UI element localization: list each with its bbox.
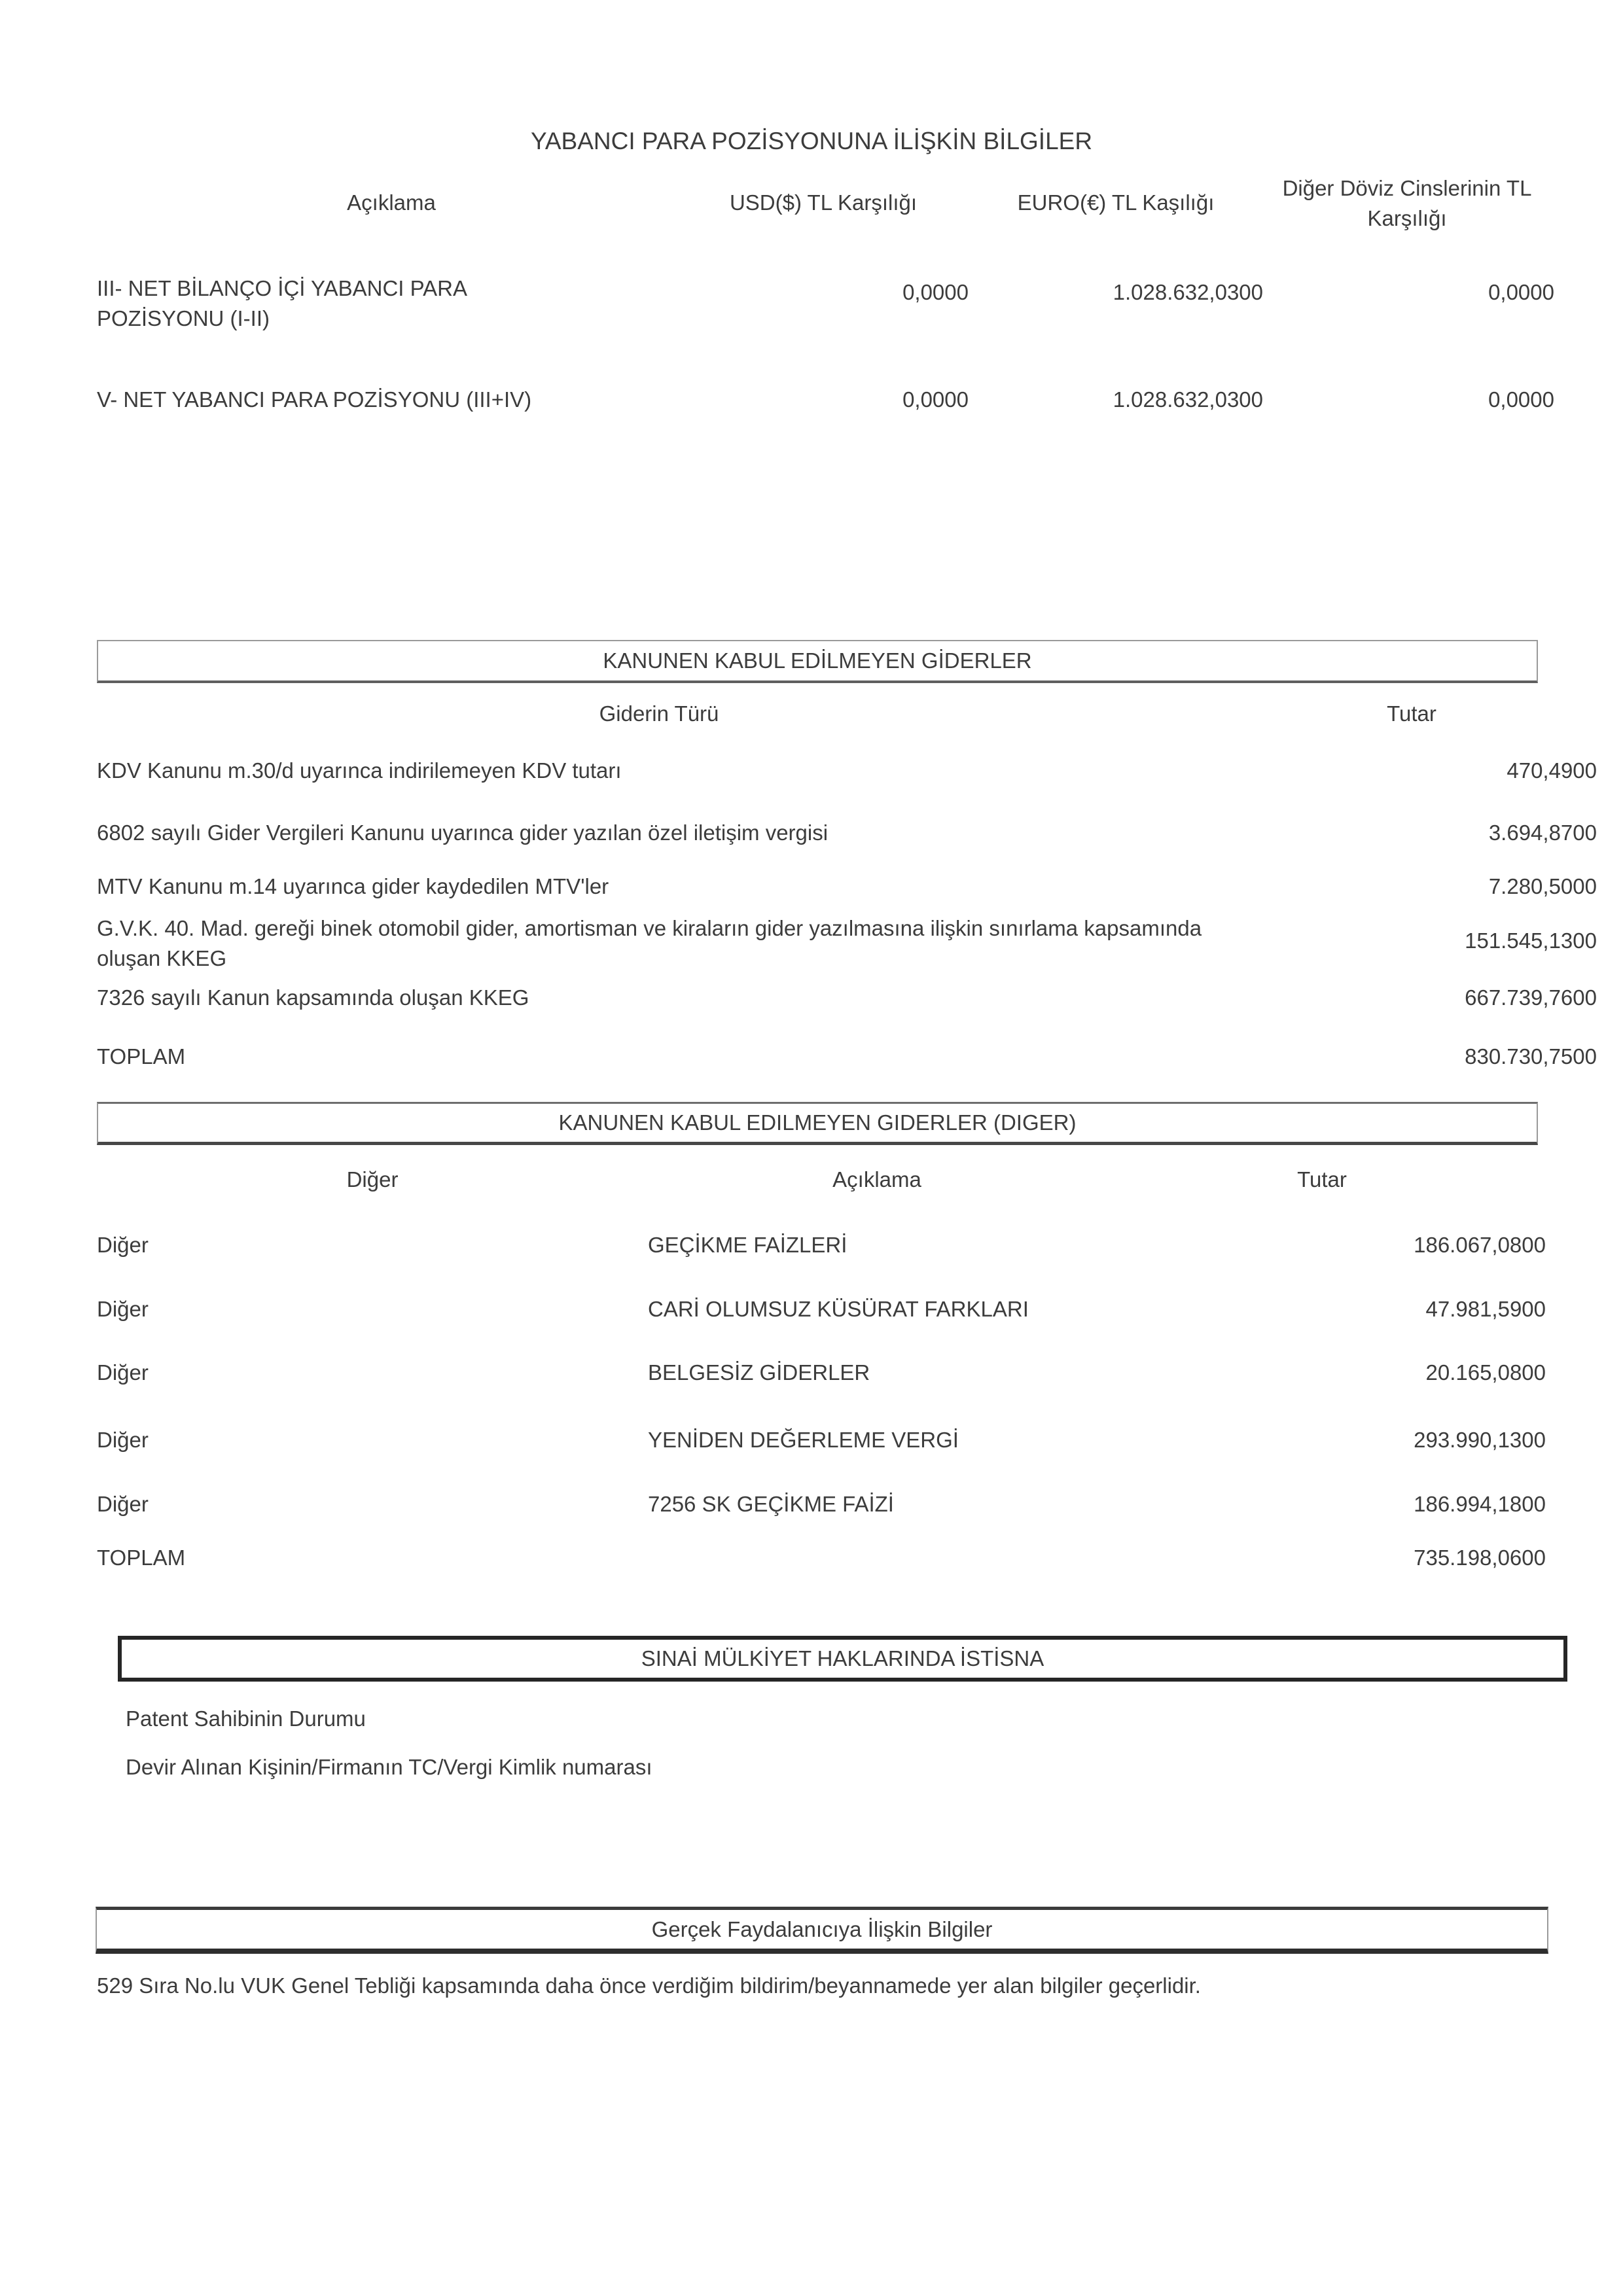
kkeg-diger-category: Diğer xyxy=(97,1297,149,1321)
kkeg-amount: 667.739,7600 xyxy=(1465,985,1597,1010)
kkeg-diger-section-title: KANUNEN KABUL EDILMEYEN GIDERLER (DIGER) xyxy=(558,1110,1077,1135)
kkeg-diger-amount: 293.990,1300 xyxy=(1414,1428,1546,1452)
fc-euro-value: 1.028.632,0300 xyxy=(1113,280,1263,304)
fc-other-value: 0,0000 xyxy=(1488,387,1554,412)
fc-column-header-euro: EURO(€) TL Kaşılığı xyxy=(1017,190,1215,215)
fc-euro-value: 1.028.632,0300 xyxy=(1113,387,1263,412)
kkeg-diger-category: Diğer xyxy=(97,1492,149,1516)
kkeg-amount: 151.545,1300 xyxy=(1465,928,1597,953)
sinai-mulkiyet-section-header-box xyxy=(118,1636,1567,1682)
fc-row-label: V- NET YABANCI PARA POZİSYONU (III+IV) xyxy=(97,387,532,412)
transferee-tax-id-label: Devir Alınan Kişinin/Firmanın TC/Vergi Kimlik numarası xyxy=(126,1755,652,1779)
kkeg-diger-column-header-amount: Tutar xyxy=(1297,1167,1347,1192)
kkeg-diger-category: Diğer xyxy=(97,1360,149,1385)
fc-usd-value: 0,0000 xyxy=(902,387,969,412)
kkeg-diger-section-header-box xyxy=(97,1102,1538,1145)
kkeg-diger-column-header-category: Diğer xyxy=(346,1167,399,1192)
fc-row-label: III- NET BİLANÇO İÇİ YABANCI PARA POZİSYONU (I-II) xyxy=(97,276,467,330)
kkeg-column-header-amount: Tutar xyxy=(1387,701,1436,726)
kkeg-amount: 7.280,5000 xyxy=(1488,874,1597,898)
kkeg-expense-type: 6802 sayılı Gider Vergileri Kanunu uyarınca gider yazılan özel iletişim vergisi xyxy=(97,821,829,845)
kkeg-diger-description: 7256 SK GEÇİKME FAİZİ xyxy=(648,1492,894,1516)
kkeg-expense-type: 7326 sayılı Kanun kapsamında oluşan KKEG xyxy=(97,985,529,1010)
beneficial-owner-section-header-box xyxy=(96,1907,1548,1954)
sinai-mulkiyet-section-title: SINAİ MÜLKİYET HAKLARINDA İSTİSNA xyxy=(641,1646,1044,1671)
fc-usd-value: 0,0000 xyxy=(902,280,969,304)
kkeg-column-header-type: Giderin Türü xyxy=(599,701,719,726)
kkeg-diger-description: BELGESİZ GİDERLER xyxy=(648,1360,870,1385)
kkeg-diger-category: Diğer xyxy=(97,1428,149,1452)
kkeg-expense-type: G.V.K. 40. Mad. gereği binek otomobil gider, amortisman ve kiraların gider yazılmasına ilişkin sınırlama kapsamında oluşan KKEG xyxy=(97,916,1202,970)
kkeg-diger-total-label: TOPLAM xyxy=(97,1545,186,1570)
fc-column-header-other-currency: Diğer Döviz Cinslerinin TL Karşılığı xyxy=(1282,176,1532,230)
fc-column-header-usd: USD($) TL Karşılığı xyxy=(729,190,918,215)
kkeg-diger-total-amount: 735.198,0600 xyxy=(1414,1545,1546,1570)
kkeg-diger-description: CARİ OLUMSUZ KÜSÜRAT FARKLARI xyxy=(648,1297,1029,1321)
kkeg-diger-amount: 186.067,0800 xyxy=(1414,1233,1546,1257)
patent-owner-status-label: Patent Sahibinin Durumu xyxy=(126,1706,366,1731)
kkeg-expense-type: MTV Kanunu m.14 uyarınca gider kaydedilen MTV'ler xyxy=(97,874,609,898)
foreign-currency-section-title: YABANCI PARA POZİSYONUNA İLİŞKİN BİLGİLER xyxy=(530,128,1093,154)
kkeg-amount: 470,4900 xyxy=(1507,758,1597,783)
beneficial-owner-note: 529 Sıra No.lu VUK Genel Tebliği kapsamında daha önce verdiğim bildirim/beyannamede yer alan bilgiler geçerlidir. xyxy=(97,1973,1201,1998)
kkeg-section-title: KANUNEN KABUL EDİLMEYEN GİDERLER xyxy=(603,648,1032,673)
kkeg-expense-type: KDV Kanunu m.30/d uyarınca indirilemeyen KDV tutarı xyxy=(97,758,622,783)
kkeg-total-amount: 830.730,7500 xyxy=(1465,1044,1597,1069)
kkeg-total-label: TOPLAM xyxy=(97,1044,186,1069)
beneficial-owner-section-title: Gerçek Faydalanıcıya İlişkin Bilgiler xyxy=(651,1916,993,1941)
kkeg-diger-column-header-description: Açıklama xyxy=(832,1167,921,1192)
kkeg-diger-description: YENİDEN DEĞERLEME VERGİ xyxy=(648,1428,959,1452)
kkeg-diger-amount: 20.165,0800 xyxy=(1425,1360,1546,1385)
kkeg-amount: 3.694,8700 xyxy=(1488,821,1597,845)
fc-other-value: 0,0000 xyxy=(1488,280,1554,304)
kkeg-diger-amount: 186.994,1800 xyxy=(1414,1492,1546,1516)
kkeg-diger-description: GEÇİKME FAİZLERİ xyxy=(648,1233,847,1257)
kkeg-section-header-box xyxy=(97,640,1538,683)
kkeg-diger-category: Diğer xyxy=(97,1233,149,1257)
kkeg-diger-amount: 47.981,5900 xyxy=(1425,1297,1546,1321)
fc-column-header-aciklama: Açıklama xyxy=(347,190,436,215)
